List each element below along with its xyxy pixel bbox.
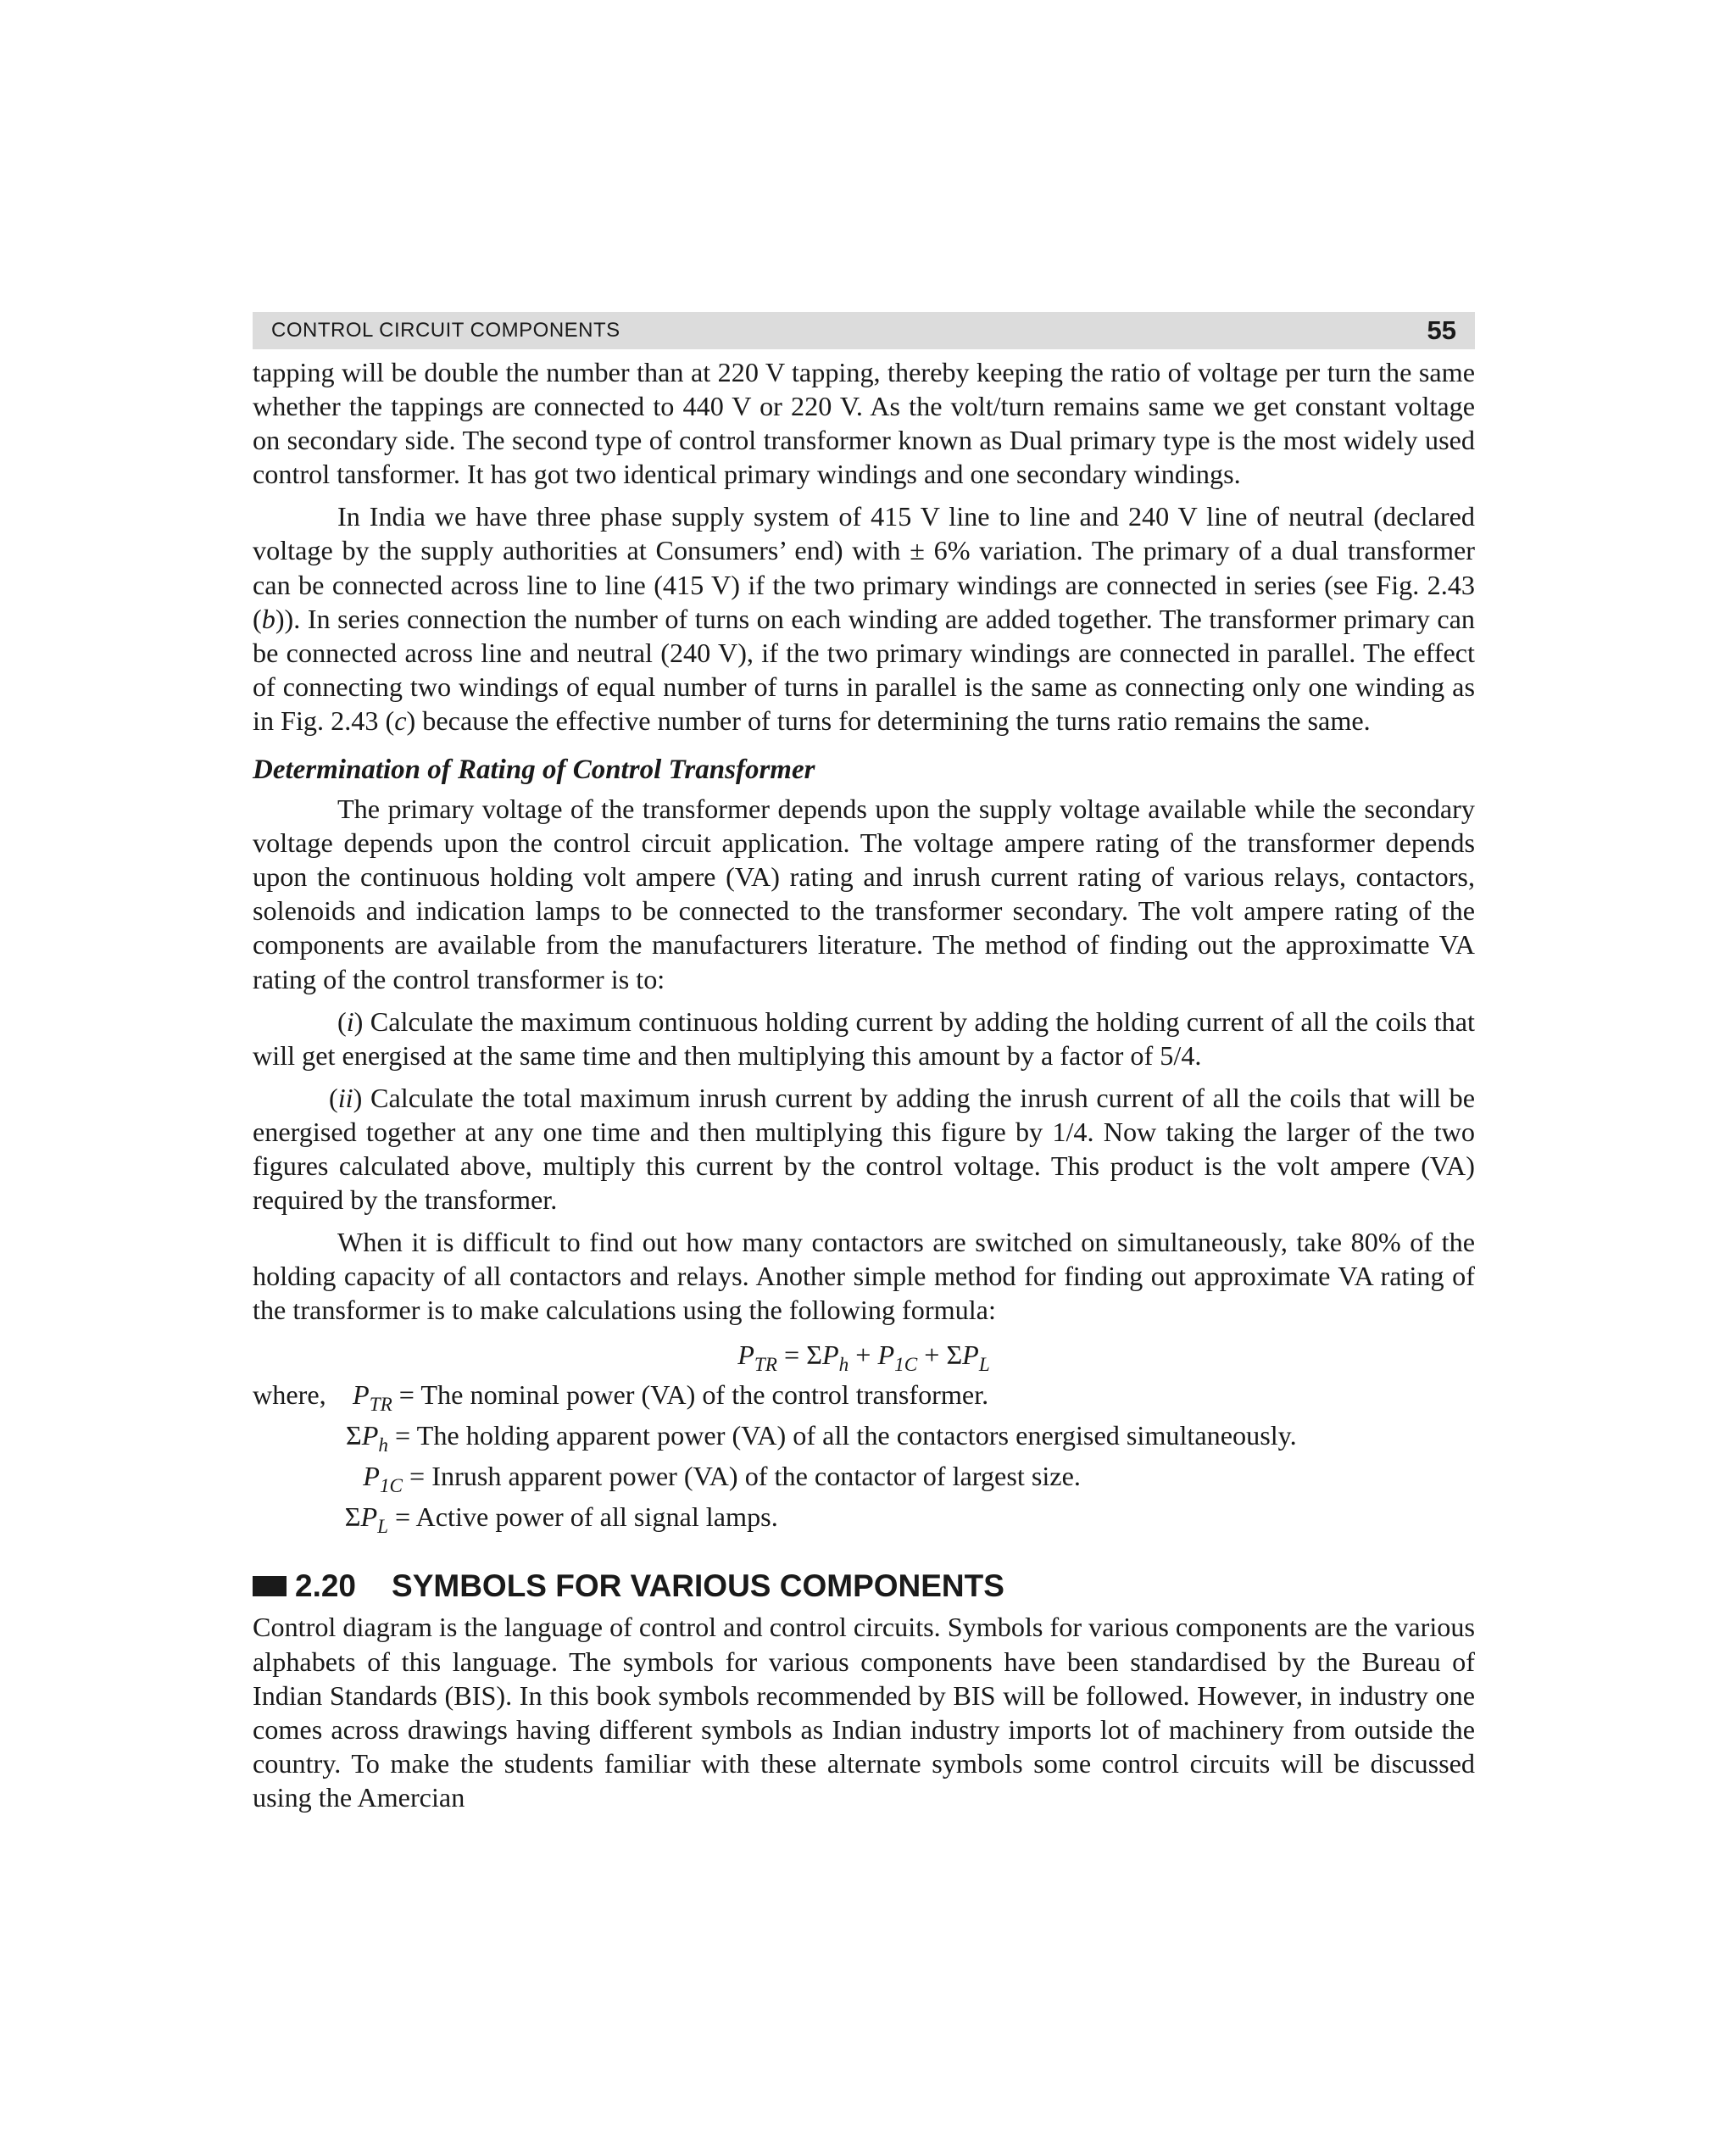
paragraph-text: When it is difficult to find out how many contactors are switched on simultaneously, take 80% of the holding capacity of all contactors and relays. Another simple method for finding out approximate VA rating of the transformer is to make calculations using the following formula: bbox=[253, 1227, 1475, 1326]
paragraph-rating-intro bbox=[253, 792, 1475, 996]
page-number: 55 bbox=[1427, 315, 1456, 345]
body-text bbox=[253, 355, 1475, 1814]
list-item-text: Calculate the total maximum inrush current by adding the inrush current of all the coils that will be energised together at any one time and then multiplying this figure by 1/4. Now taking the larger of the two figures calculated above, multiply this current by the control voltage. This product is the volt ampere (VA) required by the transformer. bbox=[253, 1082, 1475, 1216]
rating-formula: $P_{TR} = \Sigma P_h + P_{1C} + \Sigma P_L$ bbox=[737, 1339, 990, 1377]
list-item-2: (ii) Calculate the total maximum inrush current by adding the inrush current of all the coils that will be energised together at any one time and then multiplying this figure by 1/4. Now taking the larger of the two figures calculated above, multiply this current by the control voltage. This product is the volt ampere (VA) required by the transformer. bbox=[253, 1082, 1475, 1216]
book-page bbox=[253, 312, 1475, 1814]
paragraph-text: In India we have three phase supply system of 415 V line to line and 240 V line of neutral (declared voltage by the supply authorities at Consumers’ end) with ± 6% variation. The primary of a dual transformer can be connected across line to line (415 V) if the two primary windings are connected in series (see Fig. 2.43 ( bbox=[253, 501, 1475, 634]
definition-ph: $\Sigma P_h$ = The holding apparent power (VA) of all the contactors energised simultaneously. bbox=[253, 1415, 1475, 1456]
running-header bbox=[253, 312, 1475, 349]
paragraph-supply-system bbox=[253, 499, 1475, 738]
paragraph-formula-intro bbox=[253, 1225, 1475, 1327]
section-marker-icon bbox=[253, 1576, 287, 1596]
section-heading bbox=[253, 1568, 1475, 1605]
paragraph-continued bbox=[253, 355, 1475, 491]
list-item-text: Calculate the maximum continuous holding current by adding the holding current of all the coils that will get energised at the same time and then multiplying this amount by a factor of 5/4. bbox=[253, 1005, 1475, 1071]
definition-text: = The holding apparent power (VA) of all the contactors energised simultaneously. bbox=[388, 1420, 1297, 1451]
figure-ref-c: c bbox=[394, 705, 407, 736]
definition-ptr: where, $P_{TR}$ = The nominal power (VA) of the control transformer. bbox=[253, 1374, 1475, 1415]
definition-text: = Inrush apparent power (VA) of the contactor of largest size. bbox=[403, 1461, 1081, 1492]
figure-ref-b: b bbox=[261, 603, 275, 634]
definition-text: = Active power of all signal lamps. bbox=[388, 1501, 778, 1533]
chapter-title: CONTROL CIRCUIT COMPONENTS bbox=[271, 319, 620, 342]
section-title: SYMBOLS FOR VARIOUS COMPONENTS bbox=[392, 1568, 1004, 1604]
list-marker: ii bbox=[337, 1082, 353, 1113]
paragraph-text: Control diagram is the language of control and control circuits. Symbols for various components are the various alphabets of this language. The symbols for various components have been standardised by the Bureau of Indian Standards (BIS). In this book symbols recommended by BIS will be followed. However, in industry one comes across drawings having different symbols as Indian industry imports lot of machinery from outside the country. To make the students familiar with these alternate symbols some control circuits will be discussed using the Amercian bbox=[253, 1612, 1475, 1813]
list-marker: i bbox=[346, 1005, 354, 1037]
subheading-rating: Determination of Rating of Control Transformer bbox=[253, 755, 815, 786]
definition-p1c: $P_{1C}$ = Inrush apparent power (VA) of the contactor of largest size. bbox=[253, 1456, 1475, 1496]
paragraph-text: )). In series connection the number of turns on each winding are added together. The transformer primary can be connected across line and neutral (240 V), if the two primary windings are connected in parallel. The effect of connecting two windings of equal number of turns in parallel is the same as connecting only one winding as in Fig. 2.43 ( bbox=[253, 603, 1475, 736]
formula-definitions bbox=[253, 1374, 1475, 1537]
definition-text: = The nominal power (VA) of the control transformer. bbox=[392, 1379, 989, 1411]
section-number: 2.20 bbox=[295, 1568, 357, 1604]
definition-pl: $\Sigma P_L$ = Active power of all signal lamps. bbox=[253, 1496, 1475, 1537]
where-label: where, bbox=[253, 1379, 333, 1411]
paragraph-symbols bbox=[253, 1610, 1475, 1814]
paragraph-text: ) because the effective number of turns for determining the turns ratio remains the same. bbox=[406, 705, 1371, 736]
list-item-1: (i) Calculate the maximum continuous holding current by adding the holding current of all the coils that will get energised at the same time and then multiplying this amount by a factor of 5/4. bbox=[253, 1005, 1475, 1071]
paragraph-text: The primary voltage of the transformer depends upon the supply voltage available while the secondary voltage depends upon the control circuit application. The voltage ampere rating of the transformer depends upon the continuous holding volt ampere (VA) rating and inrush current rating of various relays, contactors, solenoids and indication lamps to be connected to the transformer secondary. The volt ampere rating of the components are available from the manufacturers literature. The method of finding out the approximatte VA rating of the control transformer is to: bbox=[253, 794, 1475, 994]
paragraph-text: tapping will be double the number than at 220 V tapping, thereby keeping the ratio of voltage per turn the same whether the tappings are connected to 440 V or 220 V. As the volt/turn remains same we get constant voltage on secondary side. The second type of control transformer known as Dual primary type is the most widely used control tansformer. It has got two identical primary windings and one secondary windings. bbox=[253, 357, 1475, 490]
